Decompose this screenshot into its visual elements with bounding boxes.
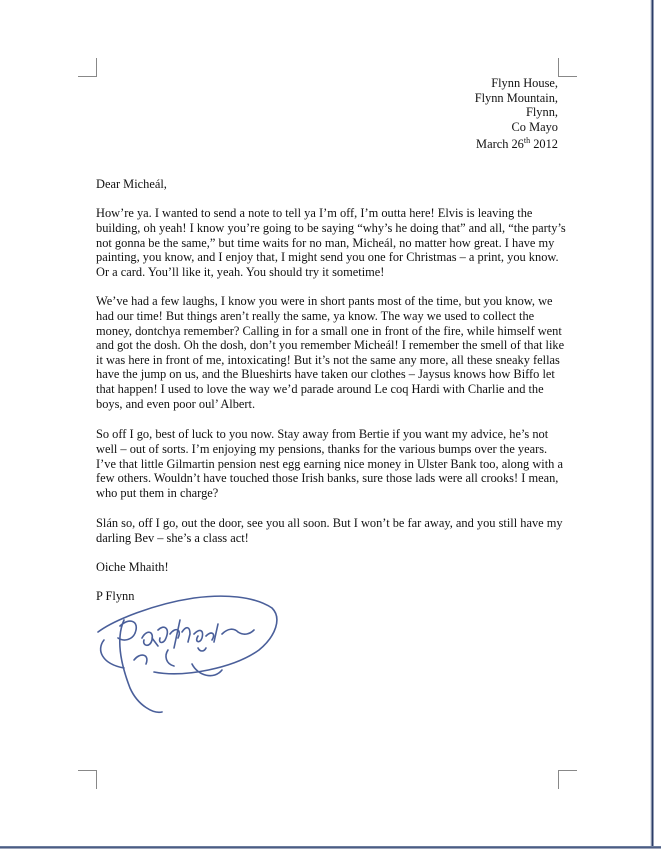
body-paragraph-3: So off I go, best of luck to you now. Stay away from Bertie if you want my advice, he’s not well – out of sorts. I’m enjoying my pensions, thanks for the various bumps over the years. I’ve that little Gilmartin pension nest egg earning nice money in Ulster Bank too, along with a few others. Wouldn’t have touched those Irish banks, sure those lads were all crooks! I mean, who put them in charge? — [96, 427, 563, 500]
letter-date — [380, 134, 558, 152]
body-paragraph-4: Slán so, off I go, out the door, see you all soon. But I won’t be far away, and you still have my darling Bev – she’s a class act! — [96, 516, 563, 545]
date-year: 2012 — [530, 137, 558, 152]
handwritten-signature — [94, 590, 284, 715]
address-line-3: Flynn, — [525, 105, 558, 120]
crop-mark-top-left — [78, 58, 97, 77]
closing: Oiche Mhaith! — [96, 560, 169, 575]
date-suffix: th — [523, 136, 531, 146]
crop-mark-bottom-left — [78, 770, 97, 789]
address-line-1: Flynn House, — [491, 76, 558, 90]
page-right-border — [650, 0, 661, 852]
signature-name: P Flynn — [96, 589, 135, 604]
page-bottom-border — [0, 846, 661, 852]
body-paragraph-2: We’ve had a few laughs, I know you were in short pants most of the time, but you know, we had our time! But things aren’t really the same, ya know. The way we used to collect the money, dontchya remember? Calling in for a small one in front of the fire, while himself went and got the dosh. Oh the dosh, don’t you remember Micheál! I remember the smell of that like it was here in front of me, intoxicating! But it’s not the same any more, all these sneaky fellas have the jump on us, and the Blueshirts have taken our clothes – Jaysus knows how Biffo let that happen! I used to love the way we’d parade around Le coq Hardi with Charlie and the boys, and even poor oul’ Albert. — [96, 294, 565, 411]
address-line-2: Flynn Mountain, — [474, 90, 558, 105]
crop-mark-top-right — [558, 58, 577, 77]
salutation: Dear Micheál, — [96, 177, 167, 192]
address-line-4: Co Mayo — [511, 119, 558, 134]
crop-mark-bottom-right — [558, 770, 577, 789]
body-paragraph-1: How’re ya. I wanted to send a note to tell ya I’m off, I’m outta here! Elvis is leaving the building, oh yeah! I know you’re going to be saying “why’s he doing that” and all, “the party’s not gonna be the same,” but time waits for no man, Micheál, no matter how great. I have my painting, you know, and I enjoy that, I might send you one for Christmas – a print, you know. Or a card. You’ll like it, yeah. You should try it sometime! — [96, 206, 566, 279]
date-prefix: March 26 — [476, 137, 524, 152]
sender-address — [380, 76, 558, 152]
